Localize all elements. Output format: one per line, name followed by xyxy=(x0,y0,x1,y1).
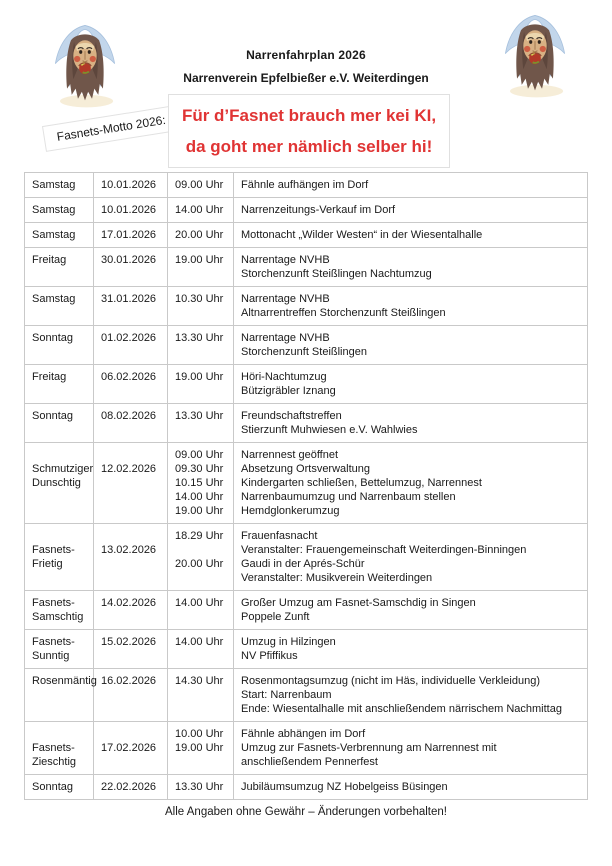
time-line: 20.00 Uhr xyxy=(175,558,224,570)
event-line: Hemdglonkerumzug xyxy=(241,505,340,517)
event-cell xyxy=(234,669,587,721)
date-cell xyxy=(94,173,168,197)
event-line: Veranstalter: Frauengemeinschaft Weiterdingen-Binningen xyxy=(241,544,527,556)
day-line: Fasnets- xyxy=(32,742,75,754)
date-line: 17.01.2026 xyxy=(101,229,157,241)
day-line: Dunschtig xyxy=(32,477,81,489)
day-cell xyxy=(25,287,94,325)
time-cell xyxy=(168,722,234,774)
day-line: Schmutziger xyxy=(32,463,94,475)
date-cell xyxy=(94,404,168,442)
table-row xyxy=(25,669,587,722)
table-row xyxy=(25,198,587,223)
page-title: Narrenfahrplan 2026 xyxy=(246,48,366,62)
date-line: 10.01.2026 xyxy=(101,204,157,216)
event-line: Fähnle abhängen im Dorf xyxy=(241,728,366,740)
event-line: Start: Narrenbaum xyxy=(241,689,332,701)
date-cell xyxy=(94,630,168,668)
day-cell xyxy=(25,630,94,668)
motto-text: da goht mer nämlich selber hi! xyxy=(185,136,433,156)
event-line: Freundschaftstreffen xyxy=(241,410,342,422)
table-row xyxy=(25,630,587,669)
date-line xyxy=(101,448,163,462)
event-line: Ende: Wiesentalhalle mit anschließendem närrischem Nachmittag xyxy=(241,703,562,715)
table-row xyxy=(25,287,587,326)
day-line: Samstag xyxy=(32,229,76,241)
event-cell xyxy=(234,630,587,668)
time-cell xyxy=(168,775,234,799)
date-cell xyxy=(94,223,168,247)
day-line: Samstag xyxy=(32,204,76,216)
day-line: Rosenmäntig xyxy=(32,675,97,687)
day-line: Fasnets- xyxy=(32,544,75,556)
date-line: 01.02.2026 xyxy=(101,332,157,344)
time-cell xyxy=(168,669,234,721)
event-line: NV Pfiffikus xyxy=(241,650,298,662)
table-row xyxy=(25,524,587,591)
event-line: Mottonacht „Wilder Westen“ in der Wiesentalhalle xyxy=(241,229,483,241)
event-line: Umzug zur Fasnets-Verbrennung am Narrennest mit xyxy=(241,742,497,754)
day-cell xyxy=(25,524,94,590)
time-line xyxy=(175,543,229,557)
event-cell xyxy=(234,404,587,442)
day-cell xyxy=(25,443,94,523)
day-line xyxy=(32,529,89,543)
time-cell xyxy=(168,524,234,590)
day-line: Freitag xyxy=(32,254,67,266)
day-cell xyxy=(25,404,94,442)
event-line: Kindergarten schließen, Bettelumzug, Narrennest xyxy=(241,477,482,489)
day-line: Fasnets- xyxy=(32,597,75,609)
event-line: Storchenzunft Steißlingen xyxy=(241,346,367,358)
event-line: Poppele Zunft xyxy=(241,611,310,623)
carnival-mask-icon xyxy=(46,22,124,110)
event-line: Großer Umzug am Fasnet-Samschdig in Singen xyxy=(241,597,476,609)
event-line: Stierzunft Muhwiesen e.V. Wahlwies xyxy=(241,424,418,436)
day-line: Fasnets- xyxy=(32,636,75,648)
date-line xyxy=(101,727,163,741)
time-cell xyxy=(168,404,234,442)
event-cell xyxy=(234,524,587,590)
table-row xyxy=(25,722,587,775)
motto-box xyxy=(168,94,450,168)
table-row xyxy=(25,326,587,365)
date-line: 06.02.2026 xyxy=(101,371,157,383)
time-line: 09.00 Uhr xyxy=(175,179,224,191)
day-line: Zieschtig xyxy=(32,756,77,768)
time-cell xyxy=(168,591,234,629)
table-row xyxy=(25,443,587,524)
day-cell xyxy=(25,669,97,721)
date-line: 31.01.2026 xyxy=(101,293,157,305)
time-cell xyxy=(168,443,234,523)
time-line: 10.30 Uhr xyxy=(175,293,224,305)
day-cell xyxy=(25,775,94,799)
date-line: 22.02.2026 xyxy=(101,781,157,793)
event-line: Altnarrentreffen Storchenzunft Steißlingen xyxy=(241,307,446,319)
event-line: Bützigräbler Iznang xyxy=(241,385,336,397)
date-cell xyxy=(94,775,168,799)
event-cell xyxy=(234,443,587,523)
page-subtitle: Narrenverein Epfelbießer e.V. Weiterdingen xyxy=(183,71,429,85)
date-line xyxy=(101,529,163,543)
event-line: Höri-Nachtumzug xyxy=(241,371,327,383)
event-cell xyxy=(234,287,587,325)
event-line: Veranstalter: Musikverein Weiterdingen xyxy=(241,572,433,584)
table-row xyxy=(25,775,587,800)
event-line: Jubiläumsumzug NZ Hobelgeiss Büsingen xyxy=(241,781,448,793)
event-line: Umzug in Hilzingen xyxy=(241,636,336,648)
date-cell xyxy=(94,248,168,286)
day-line: Sonntag xyxy=(32,332,73,344)
day-line: Sunntig xyxy=(32,650,70,662)
time-line: 14.00 Uhr xyxy=(175,597,224,609)
day-line: Sonntag xyxy=(32,781,73,793)
day-line: Samschtig xyxy=(32,611,84,623)
event-line: Narrentage NVHB xyxy=(241,293,330,305)
time-line: 19.00 Uhr xyxy=(175,505,224,517)
event-cell xyxy=(234,173,587,197)
time-line: 09.00 Uhr xyxy=(175,449,224,461)
time-line: 09.30 Uhr xyxy=(175,463,224,475)
event-line: Rosenmontagsumzug (nicht im Häs, individuelle Verkleidung) xyxy=(241,675,540,687)
date-line: 12.02.2026 xyxy=(101,463,157,475)
event-cell xyxy=(234,775,587,799)
day-cell xyxy=(25,198,94,222)
time-cell xyxy=(168,326,234,364)
date-line: 30.01.2026 xyxy=(101,254,157,266)
time-line: 13.30 Uhr xyxy=(175,410,224,422)
time-cell xyxy=(168,223,234,247)
date-cell xyxy=(94,591,168,629)
date-cell xyxy=(94,722,168,774)
day-line xyxy=(32,727,89,741)
event-cell xyxy=(234,326,587,364)
date-cell xyxy=(94,326,168,364)
time-line: 19.00 Uhr xyxy=(175,742,224,754)
event-line: anschließendem Pennerfest xyxy=(241,756,378,768)
time-cell xyxy=(168,248,234,286)
time-line: 14.30 Uhr xyxy=(175,675,224,687)
time-cell xyxy=(168,198,234,222)
motto-text: Für d’Fasnet brauch mer kei KI, xyxy=(181,106,437,126)
time-line: 18.29 Uhr xyxy=(175,530,224,542)
day-cell xyxy=(25,722,94,774)
event-line: Gaudi in der Aprés-Schür xyxy=(241,558,365,570)
event-cell xyxy=(234,198,587,222)
date-cell xyxy=(94,198,168,222)
table-row xyxy=(25,591,587,630)
time-line: 13.30 Uhr xyxy=(175,781,224,793)
date-line: 13.02.2026 xyxy=(101,544,157,556)
time-line: 10.15 Uhr xyxy=(175,477,224,489)
time-cell xyxy=(168,287,234,325)
date-cell xyxy=(94,524,168,590)
day-line: Sonntag xyxy=(32,410,73,422)
date-line: 10.01.2026 xyxy=(101,179,157,191)
event-line: Narrenzeitungs-Verkauf im Dorf xyxy=(241,204,396,216)
table-row xyxy=(25,248,587,287)
time-line: 19.00 Uhr xyxy=(175,371,224,383)
day-line: Samstag xyxy=(32,293,76,305)
date-line: 17.02.2026 xyxy=(101,742,157,754)
date-line: 16.02.2026 xyxy=(101,675,157,687)
date-cell xyxy=(94,443,168,523)
time-line: 20.00 Uhr xyxy=(175,229,224,241)
event-line: Narrentage NVHB xyxy=(241,332,330,344)
event-line: Storchenzunft Steißlingen Nachtumzug xyxy=(241,268,432,280)
table-row xyxy=(25,223,587,248)
event-line: Fähnle aufhängen im Dorf xyxy=(241,179,369,191)
time-line: 19.00 Uhr xyxy=(175,254,224,266)
table-row xyxy=(25,404,587,443)
day-cell xyxy=(25,223,94,247)
time-cell xyxy=(168,630,234,668)
day-cell xyxy=(25,365,94,403)
time-line: 14.00 Uhr xyxy=(175,491,224,503)
table-row xyxy=(25,365,587,404)
date-line: 14.02.2026 xyxy=(101,597,157,609)
time-line: 14.00 Uhr xyxy=(175,204,224,216)
date-cell xyxy=(94,287,168,325)
day-line: Samstag xyxy=(32,179,76,191)
event-cell xyxy=(234,722,587,774)
event-line: Narrentage NVHB xyxy=(241,254,330,266)
day-cell xyxy=(25,173,94,197)
date-cell xyxy=(94,365,168,403)
day-line: Frietig xyxy=(32,558,63,570)
event-line: Frauenfasnacht xyxy=(241,530,318,542)
motto-label: Fasnets-Motto 2026: xyxy=(42,105,180,152)
day-cell xyxy=(25,591,94,629)
schedule-table xyxy=(24,172,588,800)
event-line: Absetzung Ortsverwaltung xyxy=(241,463,371,475)
event-cell xyxy=(234,591,587,629)
time-cell xyxy=(168,365,234,403)
date-line: 08.02.2026 xyxy=(101,410,157,422)
time-line: 10.00 Uhr xyxy=(175,728,224,740)
event-cell xyxy=(234,223,587,247)
day-line: Freitag xyxy=(32,371,67,383)
disclaimer-text: Alle Angaben ohne Gewähr – Änderungen vorbehalten! xyxy=(165,806,447,818)
day-line xyxy=(32,448,89,462)
event-line: Narrennest geöffnet xyxy=(241,449,339,461)
event-line: Narrenbaumumzug und Narrenbaum stellen xyxy=(241,491,456,503)
event-cell xyxy=(234,248,587,286)
time-line: 13.30 Uhr xyxy=(175,332,224,344)
date-cell xyxy=(94,669,168,721)
day-cell xyxy=(25,248,94,286)
date-line: 15.02.2026 xyxy=(101,636,157,648)
table-row xyxy=(25,173,587,198)
day-cell xyxy=(25,326,94,364)
time-cell xyxy=(168,173,234,197)
time-line: 14.00 Uhr xyxy=(175,636,224,648)
event-cell xyxy=(234,365,587,403)
